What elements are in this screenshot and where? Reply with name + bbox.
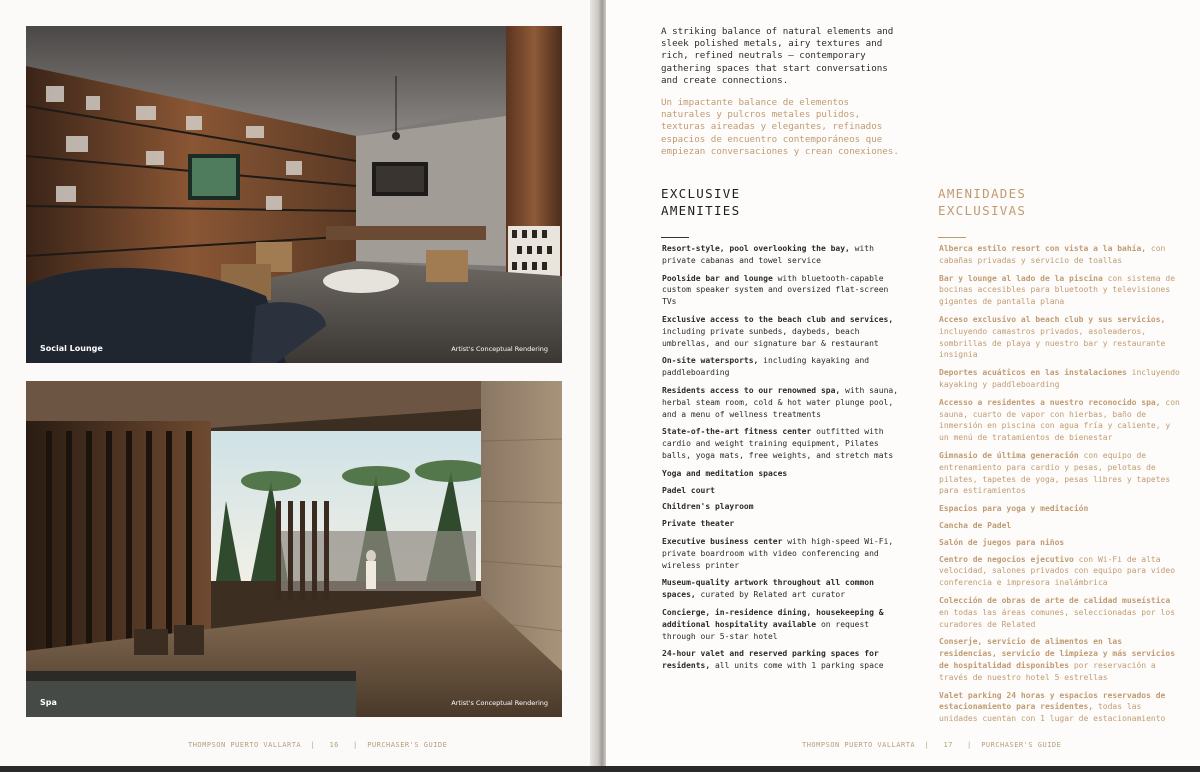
- amenity-description: en todas las áreas comunes, seleccionadas por los curadores de Related: [939, 607, 1176, 629]
- heading-line: AMENIDADES: [938, 186, 1027, 201]
- left-footer: THOMPSON PUERTO VALLARTA | 16 | PURCHASER'S GUIDE: [188, 741, 448, 749]
- amenity-title: Children's playroom: [662, 502, 754, 512]
- spa-photo: [26, 381, 562, 717]
- heading-line: EXCLUSIVE: [661, 186, 741, 201]
- footer-guide: PURCHASER'S GUIDE: [981, 741, 1062, 749]
- amenity-title: Padel court: [662, 485, 715, 495]
- amenity-item: [662, 468, 902, 480]
- amenity-title: Conserje, servicio de alimentos en las residencias, servicio de limpieza y más servicios de hospitalidad disponibles: [939, 637, 1176, 670]
- amenity-description: con sauna, cuarto de vapor con hierbas, baño de inmersión en piscina con agua fría y caliente, y un menú de tratamientos de bienestar: [939, 397, 1180, 443]
- amenity-item: [662, 518, 902, 530]
- amenity-title: 24-hour valet and reserved parking spaces for residents,: [662, 649, 879, 671]
- amenity-title: Acceso exclusivo al beach club y sus servicios,: [939, 314, 1166, 324]
- amenity-title: Residents access to our renowned spa,: [662, 385, 841, 395]
- amenity-description: con Wi-Fi de alta velocidad, salones privados con equipo para video conferencia e impresora inalámbrica: [939, 554, 1176, 588]
- social-lounge-caption: Social Lounge: [40, 344, 103, 353]
- amenity-item: [662, 501, 902, 513]
- amenity-title: Colección de obras de arte de calidad museística: [939, 595, 1171, 605]
- footer-page-number: 16: [329, 741, 339, 749]
- amenity-description: with private cabanas and towel service: [662, 244, 874, 265]
- amenity-title: Yoga and meditation spaces: [662, 468, 788, 478]
- heading-spanish: [938, 185, 1026, 219]
- amenity-item: [939, 554, 1184, 589]
- amenity-description: outfitted with cardio and weight training equipment, Pilates balls, yoga mats, free weights, and stretch mats: [662, 427, 894, 460]
- amenity-title: Museum-quality artwork throughout all common spaces,: [662, 578, 874, 600]
- amenity-item: [662, 273, 902, 308]
- heading-english: [661, 185, 740, 219]
- left-page: [0, 0, 598, 772]
- social-lounge-photo: [26, 26, 562, 363]
- amenity-item: [939, 520, 1184, 532]
- amenity-item: [939, 450, 1184, 497]
- amenity-title: Centro de negocios ejecutivo: [939, 554, 1074, 564]
- footer-project: THOMPSON PUERTO VALLARTA: [188, 741, 302, 749]
- bottom-edge: [0, 766, 1200, 772]
- amenity-description: con equipo de entrenamiento para cardio y pesas, pelotas de pilates, tapetes de yoga, pesas libres y tapetes para estiramientos: [939, 450, 1171, 496]
- amenity-item: [662, 314, 902, 349]
- amenity-title: Exclusive access to the beach club and services,: [662, 314, 894, 324]
- amenity-title: Cancha de Padel: [939, 520, 1012, 530]
- amenity-title: State-of-the-art fitness center: [662, 427, 812, 437]
- footer-page-number: 17: [943, 741, 953, 749]
- amenity-item: [662, 648, 902, 672]
- amenity-title: Accesso a residentes a nuestro reconocido spa,: [939, 397, 1161, 407]
- right-footer: THOMPSON PUERTO VALLARTA | 17 | PURCHASER'S GUIDE: [802, 741, 1062, 749]
- amenity-item: [939, 636, 1184, 683]
- amenity-title: Executive business center: [662, 536, 783, 546]
- amenity-item: [939, 367, 1184, 391]
- amenity-title: Private theater: [662, 519, 735, 529]
- amenity-title: On-site watersports,: [662, 356, 759, 366]
- heading-divider: [661, 237, 689, 238]
- footer-guide: PURCHASER'S GUIDE: [367, 741, 448, 749]
- amenity-description: with high-speed Wi-Fi, private boardroom with video conferencing and wireless printer: [662, 536, 894, 570]
- footer-project: THOMPSON PUERTO VALLARTA: [802, 741, 916, 749]
- amenity-description: con sistema de bocinas accesibles para bluetooth y televisiones gigantes de pantalla plana: [939, 273, 1176, 307]
- social-lounge-credit: Artist's Conceptual Rendering: [451, 345, 548, 353]
- amenity-item: [939, 314, 1184, 361]
- amenities-list-spanish: [939, 243, 1184, 725]
- amenity-item: [939, 537, 1184, 549]
- amenity-title: Espacios para yoga y meditación: [939, 504, 1089, 514]
- amenity-title: Alberca estilo resort con vista a la bahía,: [939, 244, 1147, 253]
- amenity-item: [939, 273, 1184, 308]
- amenity-item: [662, 243, 902, 267]
- spa-caption: Spa: [40, 698, 57, 707]
- amenity-item: [939, 243, 1184, 267]
- intro-english: A striking balance of natural elements and sleek polished metals, airy textures and rich, refined neutrals — contemporary gathering spaces that start conversations and create connections.: [661, 26, 894, 86]
- amenity-description: all units come with 1 parking space: [710, 661, 884, 671]
- amenity-title: Salón de juegos para niños: [939, 537, 1065, 547]
- amenity-description: todas las unidades cuentan con 1 lugar de estacionamiento: [939, 702, 1166, 724]
- amenity-description: curated by Related art curator: [695, 590, 846, 600]
- amenity-description: including kayaking and paddleboarding: [662, 356, 870, 378]
- spa-credit: Artist's Conceptual Rendering: [451, 699, 548, 707]
- amenity-item: [662, 485, 902, 497]
- amenity-description: incluyendo camastros privados, asoleaderos, sombrillas de playa y nuestro bar y restaurante insignia: [939, 326, 1166, 360]
- amenity-item: [662, 426, 902, 461]
- amenity-title: Deportes acuáticos en las instalaciones: [939, 368, 1127, 378]
- amenity-description: por reservación a través de nuestro hotel 5 estrellas: [939, 660, 1156, 682]
- heading-divider: [938, 237, 966, 238]
- amenity-description: incluyendo kayaking y paddleboarding: [939, 368, 1180, 389]
- amenity-item: [662, 355, 902, 379]
- heading-line: EXCLUSIVAS: [938, 203, 1027, 218]
- amenity-item: [662, 385, 902, 420]
- amenity-title: Bar y lounge al lado de la piscina: [939, 273, 1103, 283]
- intro-spanish: Un impactante balance de elementos naturales y pulcros metales pulidos, texturas aireadas y elegantes, refinados espacios de encuentro contemporáneos que empiezan conversaciones y crean conexiones.: [661, 97, 899, 157]
- heading-line: AMENITIES: [661, 203, 741, 218]
- amenity-item: [939, 595, 1184, 630]
- amenity-description: including private sunbeds, daybeds, beach umbrellas, and our signature bar & restaurant: [662, 326, 879, 348]
- amenity-item: [662, 536, 902, 571]
- amenity-description: with sauna, herbal steam room, cold & hot water plunge pool, and a menu of wellness treatments: [662, 385, 899, 419]
- amenity-title: Poolside bar and lounge: [662, 273, 773, 283]
- amenity-title: Gimnasio de última generación: [939, 450, 1079, 460]
- amenity-item: [939, 503, 1184, 515]
- amenity-description: con cabañas privadas y servicio de toallas: [939, 244, 1166, 265]
- amenities-list-english: [662, 243, 902, 672]
- amenity-item: [939, 397, 1184, 444]
- amenity-title: Valet parking 24 horas y espacios reservados de estacionamiento para residentes,: [939, 690, 1166, 712]
- amenity-item: [662, 577, 902, 601]
- amenity-item: [939, 690, 1184, 725]
- amenity-description: on request through our 5-star hotel: [662, 619, 870, 641]
- amenity-item: [662, 607, 902, 642]
- amenity-title: Concierge, in-residence dining, housekeeping & additional hospitality available: [662, 607, 884, 629]
- amenity-title: Resort-style, pool overlooking the bay,: [662, 244, 850, 253]
- amenity-description: with bluetooth-capable custom speaker system and oversized flat-screen TVs: [662, 273, 889, 307]
